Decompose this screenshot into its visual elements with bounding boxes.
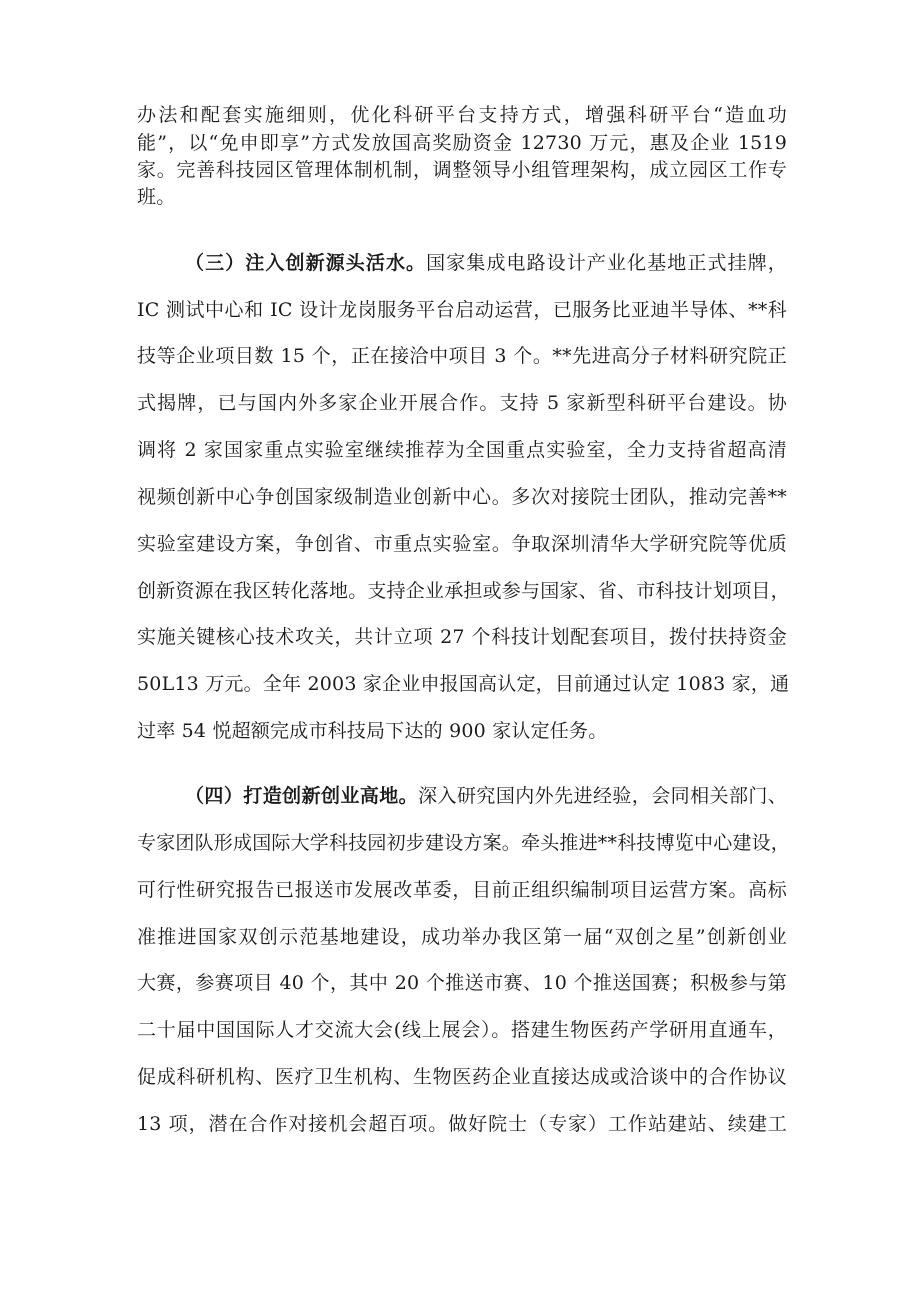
text-line: 式揭牌，已与国内外多家企业开展合作。支持 5 家新型科研平台建设。协 (137, 392, 787, 414)
text-line: 大赛，参赛项目 40 个，其中 20 个推送市赛、10 个推送国赛；积极参与第 (137, 972, 787, 994)
text-line: 50L13 万元。全年 2003 家企业申报国高认定，目前通过认定 1083 家，通 (137, 673, 790, 695)
section-3-first-line-text: 国家集成电路设计产业化基地正式挂牌， (426, 252, 787, 274)
text-line: 过率 54 悦超额完成市科技局下达的 900 家认定任务。 (137, 720, 608, 742)
text-line: 二十届中国国际人才交流大会(线上展会）。搭建生物医药产学研用直通车， (137, 1019, 787, 1041)
text-line: 家。完善科技园区管理体制机制，调整领导小组管理架构，成立园区工作专 (137, 159, 787, 181)
text-line: 准推进国家双创示范基地建设，成功举办我区第一届“双创之星”创新创业 (137, 926, 787, 948)
section-3-first-line (185, 251, 787, 275)
section-3-heading: （三）注入创新源头活水。 (185, 252, 427, 274)
text-line: 实验室建设方案，争创省、市重点实验室。争取深圳清华大学研究院等优质 (137, 533, 787, 555)
text-line: 创新资源在我区转化落地。支持企业承担或参与国家、省、市科技计划项目， (137, 580, 790, 602)
text-line: 可行性研究报告已报送市发展改革委，目前正组织编制项目运营方案。高标 (137, 879, 787, 901)
text-line: 专家团队形成国际大学科技园初步建设方案。牵头推进**科技博览中心建设， (137, 832, 791, 854)
text-line: 调将 2 家国家重点实验室继续推荐为全国重点实验室，全力支持省超高清 (137, 439, 787, 461)
text-line: 视频创新中心争创国家级制造业创新中心。多次对接院士团队，推动完善** (137, 486, 787, 508)
text-line: 能”，以“免申即享”方式发放国高奖励资金 12730 万元，惠及企业 1519 (137, 132, 787, 154)
text-line: 13 项，潜在合作对接机会超百项。做好院士（专家）工作站建站、续建工 (137, 1113, 787, 1135)
section-4-first-line-text: 深入研究国内外先进经验，会同相关部门、 (418, 785, 787, 807)
section-4-first-line (185, 784, 787, 808)
text-line: 技等企业项目数 15 个，正在接洽中项目 3 个。**先进高分子材料研究院正 (137, 345, 787, 367)
text-line: 班。 (137, 186, 176, 208)
text-line: IC 测试中心和 IC 设计龙岗服务平台启动运营，已服务比亚迪半导体、**科 (137, 299, 787, 321)
text-line: 促成科研机构、医疗卫生机构、生物医药企业直接达成或洽谈中的合作协议 (137, 1066, 787, 1088)
text-line: 实施关键核心技术攻关，共计立项 27 个科技计划配套项目，拨付扶持资金 (137, 626, 787, 648)
section-4-heading: （四）打造创新创业高地。 (185, 785, 419, 807)
text-line: 办法和配套实施细则，优化科研平台支持方式，增强科研平台“造血功 (137, 104, 787, 126)
